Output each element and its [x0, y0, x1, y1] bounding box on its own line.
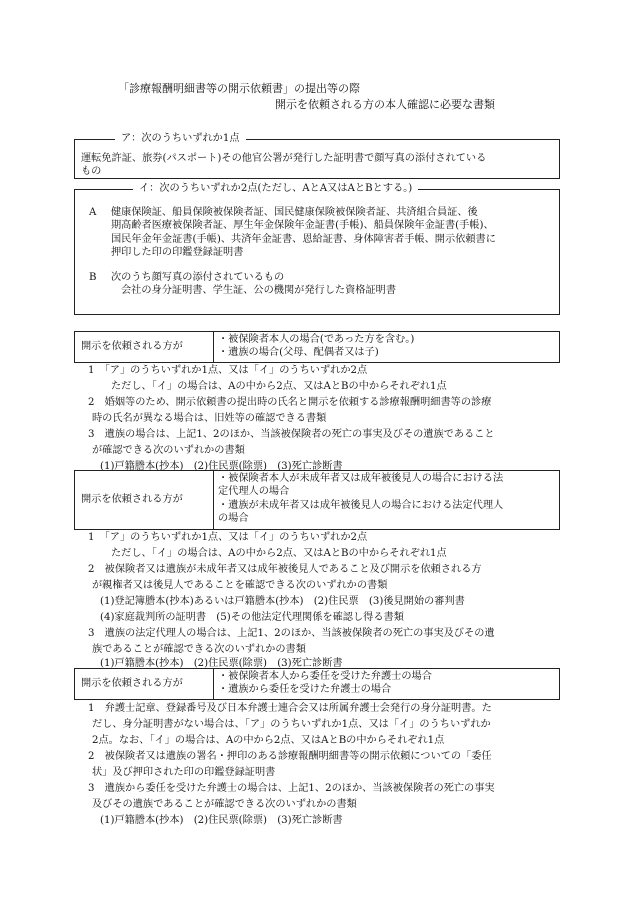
item-line: 期高齢者医療被保険者証、厚生年金保険年金証書(手帳)、船員保険年金証書(手帳)、	[111, 220, 494, 232]
requester-table-1	[74, 331, 560, 363]
item-mark: B	[89, 272, 97, 283]
s1-line: (1)戸籍謄本(抄本) (2)住民票(除票) (3)死亡診断書	[100, 461, 343, 472]
s2-line: ただし、「イ」の場合は、Aの中から2点、又はAとBの中からそれぞれ1点	[111, 548, 447, 559]
page-title-line2: 開示を依頼される方の本人確認に必要な書類	[275, 98, 495, 111]
case-line: ・遺族から委任を受けた弁護士の場合	[218, 684, 392, 696]
s1-line: 2 婚姻等のため、開示依頼書の提出時の氏名と開示を依頼する診療報酬明細書等の診療	[88, 397, 492, 408]
case-line: 定代理人の場合	[218, 486, 290, 498]
option-a-legend: ア：次のうちいずれか1点	[115, 132, 246, 145]
item-line: 国民年金年金証書(手帳)、共済年金証書、恩給証書、身体障害者手帳、開示依頼書に	[111, 233, 496, 245]
requester-cases	[214, 332, 559, 362]
s3-line: (1)戸籍謄本(抄本) (2)住民票(除票) (3)死亡診断書	[100, 815, 343, 826]
s3-line: 状」及び押印された印の印鑑登録証明書	[92, 767, 276, 778]
option-i-list	[75, 206, 553, 310]
item-mark: A	[89, 207, 97, 218]
case-line: ・被保険者本人が未成年者又は成年被後見人の場合における法	[218, 473, 504, 484]
option-i-item-b	[75, 271, 553, 298]
option-a-line: 運転免許証、旅券(パスポート)その他官公署が発行した証明書で顔写真の添付されている	[81, 153, 487, 164]
case-line: ・被保険者本人の場合(であった方を含む。)	[218, 334, 415, 345]
s1-line: ただし、「イ」の場合は、Aの中から2点、又はAとBの中からそれぞれ1点	[111, 381, 447, 392]
requester-table-3	[74, 668, 560, 700]
option-a-line: もの	[81, 166, 102, 178]
s2-line: (4)家庭裁判所の証明書 (5)その他法定代理関係を確認し得る書類	[100, 612, 404, 623]
case-line: ・遺族の場合(父母、配偶者又は子)	[218, 347, 379, 359]
option-i-item-a	[75, 206, 553, 259]
requester-cases	[214, 669, 559, 699]
s1-line: 3 遺族の場合は、上記1、2のほか、当該被保険者の死亡の事実及びその遺族であること	[88, 429, 495, 440]
case-line: ・遺族が未成年者又は成年被後見人の場合における法定代理人	[218, 499, 504, 511]
option-i-legend: イ：次のうちいずれか2点(ただし、AとA又はAとBとする。)	[133, 182, 418, 195]
item-line: 会社の身分証明書、学生証、公の機関が発行した資格証明書	[121, 285, 397, 297]
option-a-box	[74, 133, 560, 179]
option-a-text	[81, 152, 551, 179]
item-line: 次のうち顔写真の添付されているもの	[111, 272, 285, 283]
s3-line: 2 被保険者又は遺族の署名・押印のある診療報酬明細書等の開示依頼についての「委任	[88, 751, 492, 762]
s2-line: 族であることが確認できる次のいずれかの書類	[92, 644, 306, 655]
s1-line: 時の氏名が異なる場合は、旧姓等の確認できる書類	[92, 413, 327, 424]
case-line: ・被保険者本人から委任を受けた弁護士の場合	[218, 671, 432, 682]
s3-line: 3 遺族から委任を受けた弁護士の場合は、上記1、2のほか、当該被保険者の死亡の事実	[88, 783, 495, 794]
s2-line: 1 「ア」のうちいずれか1点、又は「イ」のうちいずれか2点	[88, 532, 368, 543]
requester-label: 開示を依頼される方が	[75, 332, 214, 362]
s2-line: が親権者又は後見人であることを確認できる次のいずれかの書類	[92, 580, 388, 591]
case-line: の場合	[218, 512, 249, 524]
s3-line: 1 弁護士記章、登録番号及び日本弁護士連合会又は所属弁護士会発行の身分証明書。た	[88, 703, 492, 714]
s2-line: (1)戸籍謄本(抄本) (2)住民票(除票) (3)死亡診断書	[100, 658, 343, 669]
option-i-box	[74, 183, 560, 315]
requester-label: 開示を依頼される方が	[75, 471, 214, 529]
s2-line: (1)登記簿謄本(抄本)あるいは戸籍謄本(抄本) (2)住民票 (3)後見開始の審判書	[100, 596, 465, 607]
s2-line: 2 被保険者又は遺族が未成年者又は成年被後見人であること及び開示を依頼される方	[88, 564, 482, 575]
s1-line: が確認できる次のいずれかの書類	[92, 445, 245, 456]
s3-line: 及びその遺族であることが確認できる次のいずれかの書類	[92, 799, 357, 810]
s3-line: 2点。なお、「イ」の場合は、Aの中から2点、又はAとBの中からそれぞれ1点	[92, 735, 445, 746]
requester-cases	[214, 471, 559, 529]
requester-table-2	[74, 470, 560, 530]
item-line: 押印した印の印鑑登録証明書	[111, 246, 244, 258]
s3-line: だし、身分証明書がない場合は、「ア」のうちいずれか1点、又は「イ」のうちいずれか	[92, 719, 491, 730]
page-title-line1: 「診療報酬明細書等の開示依頼書」の提出等の際	[118, 82, 360, 95]
s1-line: 1 「ア」のうちいずれか1点、又は「イ」のうちいずれか2点	[88, 365, 368, 376]
s2-line: 3 遺族の法定代理人の場合は、上記1、2のほか、当該被保険者の死亡の事実及びその遺	[88, 628, 495, 639]
item-line: 健康保険証、船員保険被保険者証、国民健康保険被保険者証、共済組合員証、後	[111, 207, 478, 218]
requester-label: 開示を依頼される方が	[75, 669, 214, 699]
